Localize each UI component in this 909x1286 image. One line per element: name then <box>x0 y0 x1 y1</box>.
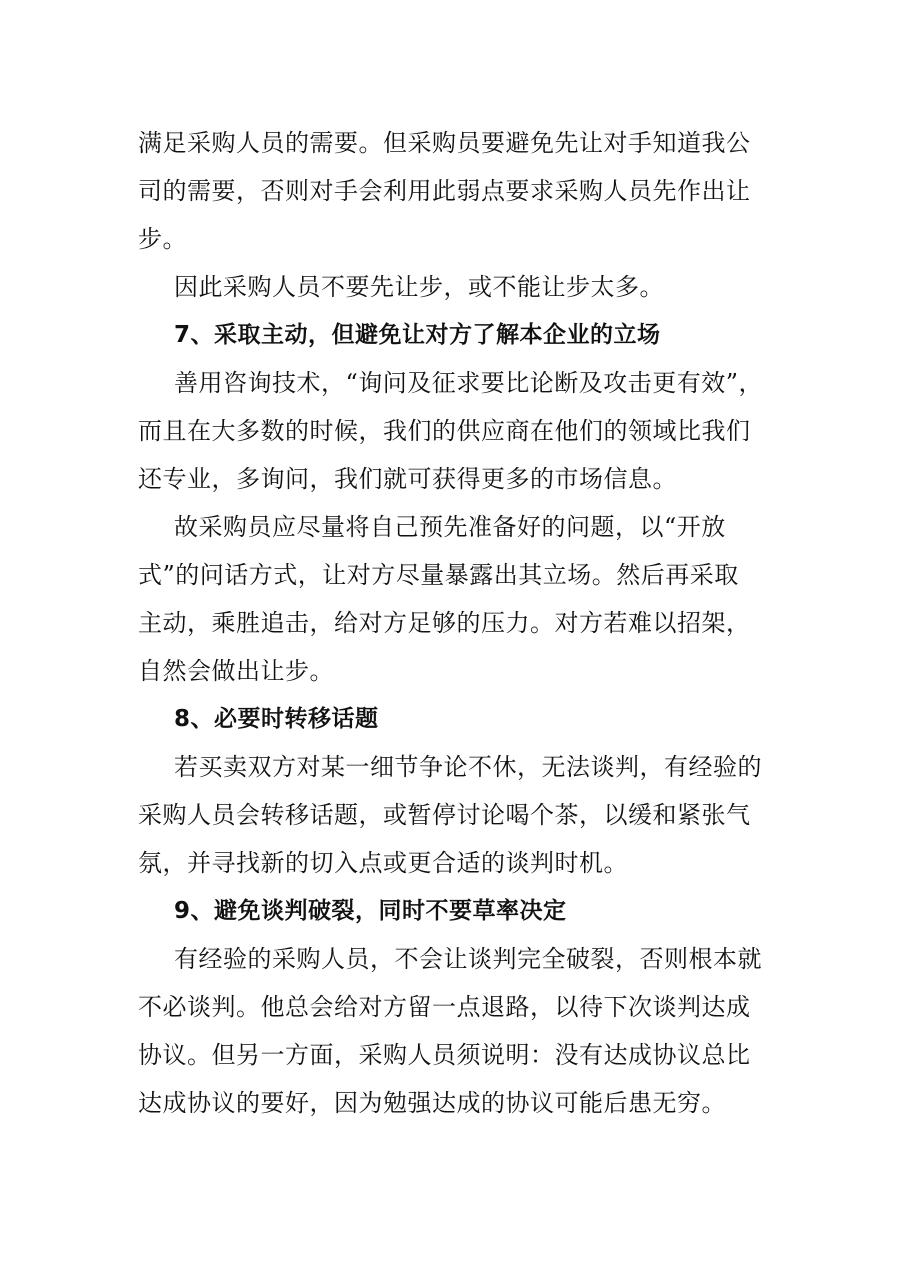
text-line: 采购人员会转移话题，或暂停讨论喝个茶，以缓和紧张气 <box>138 801 751 829</box>
section-heading-8: 8、必要时转移话题 <box>174 706 379 732</box>
document-body <box>138 119 778 1127</box>
text-line: 有经验的采购人员，不会让谈判完全破裂，否则根本就 <box>174 945 762 973</box>
text-line: 若买卖双方对某一细节争论不休，无法谈判，有经验的 <box>174 753 762 781</box>
text-line: 司的需要，否则对手会利用此弱点要求采购人员先作出让 <box>138 177 751 205</box>
section-heading-7: 7、采取主动，但避免让对方了解本企业的立场 <box>174 322 661 348</box>
text-line: 步。 <box>138 225 187 253</box>
text-line: 满足采购人员的需要。但采购员要避免先让对手知道我公 <box>138 129 751 157</box>
paragraph-3 <box>138 359 778 503</box>
text-line: 不必谈判。他总会给对方留一点退路，以待下次谈判达成 <box>138 993 751 1021</box>
text-line: 还专业，多询问，我们就可获得更多的市场信息。 <box>138 465 677 493</box>
text-line: 达成协议的要好，因为勉强达成的协议可能后患无穷。 <box>138 1089 726 1117</box>
text-line: 因此采购人员不要先让步，或不能让步太多。 <box>174 273 664 301</box>
paragraph-1 <box>138 119 778 263</box>
paragraph-6 <box>138 935 778 1127</box>
text-line: 自然会做出让步。 <box>138 657 334 685</box>
section-heading-9: 9、避免谈判破裂，同时不要草率决定 <box>174 898 567 924</box>
text-line: 氛，并寻找新的切入点或更合适的谈判时机。 <box>138 849 628 877</box>
paragraph-4 <box>138 503 778 695</box>
text-line: 式”的问话方式，让对方尽量暴露出其立场。然后再采取 <box>138 561 739 589</box>
paragraph-2 <box>138 263 778 311</box>
text-line: 故采购员应尽量将自己预先准备好的问题，以“开放 <box>174 513 726 541</box>
text-line: 协议。但另一方面，采购人员须说明：没有达成协议总比 <box>138 1041 751 1069</box>
text-line: 善用咨询技术，“询问及征求要比论断及攻击更有效”， <box>174 369 764 397</box>
text-line: 而且在大多数的时候，我们的供应商在他们的领域比我们 <box>138 417 751 445</box>
paragraph-5 <box>138 743 778 887</box>
text-line: 主动，乘胜追击，给对方足够的压力。对方若难以招架， <box>138 609 751 637</box>
